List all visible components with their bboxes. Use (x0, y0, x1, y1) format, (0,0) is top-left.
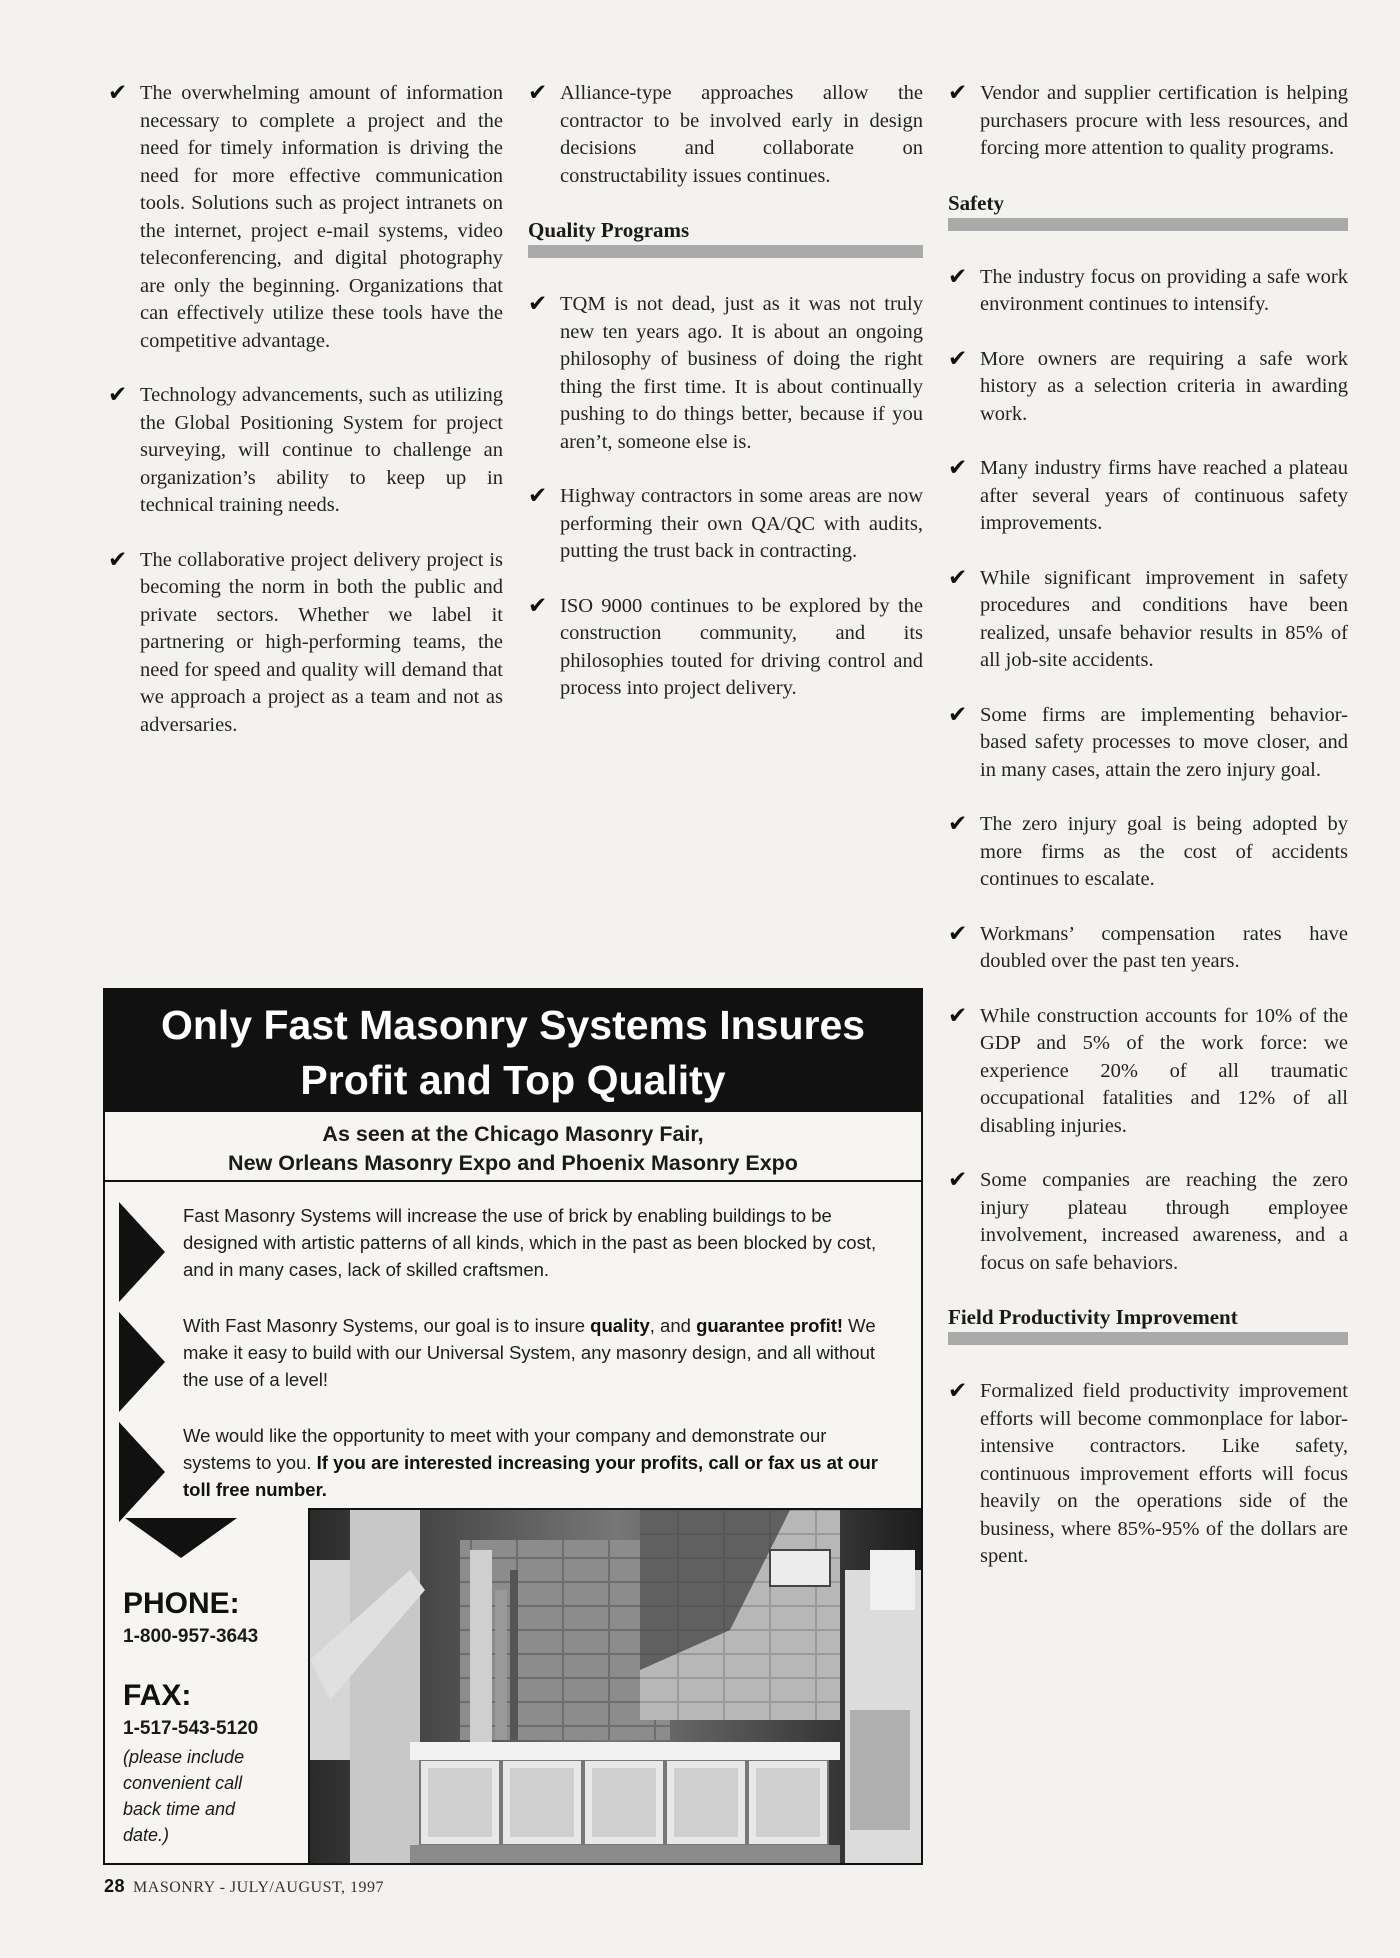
ad-subheadline-line-1: As seen at the Chicago Masonry Fair, (322, 1122, 704, 1146)
checkmark-icon: ✔ (948, 1002, 968, 1029)
section-heading-quality-programs (528, 217, 923, 258)
checkmark-icon: ✔ (948, 345, 968, 372)
ad-paragraph-1: Fast Masonry Systems will increase the use of brick by enabling buildings to be designed with artistic patterns of all kinds, which in the past as been blocked by cost, and in many cases, lack of skilled craftsmen. (105, 1202, 921, 1283)
column-1 (108, 80, 503, 766)
bullet-paragraph: ✔ Alliance-type approaches allow the contractor to be involved early in design decisions and collaborate on constructability issues continues. (528, 80, 923, 187)
masonry-photo (308, 1508, 921, 1863)
section-divider (948, 1332, 1348, 1345)
arrow-right-icon (119, 1312, 165, 1412)
bullet-paragraph: ✔ Formalized field productivity improvement efforts will become commonplace for labor-intensive contractors. Like safety, continuous improvement efforts will focus heavily on the operations side of the business, where 85%-95% of the dollars are spent. (948, 1378, 1348, 1567)
checkmark-icon: ✔ (948, 1167, 968, 1193)
bullet-paragraph: ✔ Workmans’ compensation rates have doubled over the past ten years. (948, 920, 1348, 972)
checkmark-icon: ✔ (948, 263, 968, 290)
checkmark-icon: ✔ (108, 546, 128, 573)
bullet-paragraph: ✔ Some firms are implementing behavior-based safety processes to move closer, and in many cases, attain the zero injury goal. (948, 701, 1348, 781)
masonry-photo-illustration (310, 1510, 921, 1863)
checkmark-icon: ✔ (948, 1378, 968, 1404)
section-heading-field-productivity (948, 1304, 1348, 1345)
bullet-paragraph: ✔ The industry focus on providing a safe work environment continues to intensify. (948, 263, 1348, 315)
bullet-paragraph: ✔ Many industry firms have reached a plateau after several years of continuous safety improvements. (948, 455, 1348, 534)
section-divider (528, 245, 923, 258)
checkmark-icon: ✔ (948, 564, 968, 591)
contact-block (123, 1518, 313, 1848)
ad-headline (105, 990, 921, 1112)
bullet-paragraph: ✔ More owners are requiring a safe work history as a selection criteria in awarding work. (948, 345, 1348, 425)
fax-label: FAX: (123, 1679, 192, 1712)
checkmark-icon: ✔ (948, 455, 968, 481)
checkmark-icon: ✔ (108, 382, 128, 408)
checkmark-icon: ✔ (108, 80, 128, 106)
phone-number: 1-800-957-3643 (123, 1626, 259, 1647)
section-title: Safety (948, 190, 1004, 215)
bullet-paragraph: ✔ Some companies are reaching the zero injury plateau through employee involvement, increased awareness, and a focus on safe behaviors. (948, 1167, 1348, 1274)
checkmark-icon: ✔ (948, 920, 968, 947)
bullet-paragraph: ✔ Technology advancements, such as utilizing the Global Positioning System for project surveying, will continue to challenge an organization’s ability to keep up in technical training needs. (108, 382, 503, 516)
bullet-paragraph: ✔ ISO 9000 continues to be explored by the construction community, and its philosophies touted for driving control and process into project delivery. (528, 592, 923, 699)
page-footer (104, 1876, 384, 1897)
bullet-paragraph: ✔ The overwhelming amount of information necessary to complete a project and the need for timely information is driving the need for more effective communication tools. Solutions such as project intranets on the internet, project e-mail systems, video teleconferencing, and digital photography are only the beginning. Organizations that can effectively utilize these tools have the competitive advantage. (108, 80, 503, 352)
bullet-paragraph: ✔ While significant improvement in safety procedures and conditions have been realized, unsafe behavior results in 85% of all job-site accidents. (948, 564, 1348, 671)
column-2 (528, 80, 923, 730)
bullet-paragraph: ✔ The zero injury goal is being adopted by more firms as the cost of accidents continues to escalate. (948, 811, 1348, 890)
checkmark-icon: ✔ (948, 80, 968, 106)
bullet-paragraph: ✔ The collaborative project delivery project is becoming the norm in both the public and private sectors. Whether we label it partnering or high-performing teams, the need for speed and quality will demand that we approach a project as a team and not as adversaries. (108, 546, 503, 736)
ad-headline-line-1: Only Fast Masonry Systems Insures (160, 1002, 866, 1048)
checkmark-icon: ✔ (528, 80, 548, 106)
section-divider (948, 218, 1348, 231)
arrow-right-icon (119, 1422, 165, 1522)
checkmark-icon: ✔ (528, 592, 548, 619)
section-heading-safety (948, 190, 1348, 231)
ad-subheadline-line-2: New Orleans Masonry Expo and Phoenix Masonry Expo (228, 1151, 798, 1175)
section-title: Field Productivity Improvement (948, 1305, 1238, 1329)
checkmark-icon: ✔ (948, 701, 968, 728)
fax-number: 1-517-543-5120 (123, 1718, 259, 1739)
arrow-right-icon (119, 1202, 165, 1302)
checkmark-icon: ✔ (528, 291, 548, 317)
bullet-paragraph: ✔ Vendor and supplier certification is helping purchasers procure with less resources, and forcing more attention to quality programs. (948, 80, 1348, 159)
ad-headline-line-2: Profit and Top Quality (300, 1057, 726, 1103)
bullet-paragraph: ✔ While construction accounts for 10% of the GDP and 5% of the work force: we experience 20% of all traumatic occupational fatalities and 12% of all disabling injuries. (948, 1002, 1348, 1137)
checkmark-icon: ✔ (528, 483, 548, 509)
phone-label: PHONE: (123, 1587, 240, 1620)
section-title: Quality Programs (528, 218, 690, 242)
bullet-paragraph: ✔ Highway contractors in some areas are now performing their own QA/QC with audits, putting the trust back in contracting. (528, 483, 923, 562)
column-3 (948, 80, 1348, 1598)
page-number: 28 (104, 1876, 126, 1896)
fax-note: (please include convenient call back time and date.) (123, 1747, 245, 1845)
arrow-down-icon (125, 1518, 237, 1558)
ad-paragraph-2: With Fast Masonry Systems, our goal is to insure quality, and guarantee profit! We make it easy to build with our Universal System, any masonry design, and all without the use of a level! (105, 1312, 921, 1393)
advertisement-box (103, 988, 923, 1865)
checkmark-icon: ✔ (948, 811, 968, 837)
publication-info: MASONRY - JULY/AUGUST, 1997 (133, 1879, 385, 1896)
ad-subheadline (105, 1112, 921, 1182)
ad-paragraph-3: We would like the opportunity to meet with your company and demonstrate our systems to you. If you are interested increasing your profits, call or fax us at our toll free number. (105, 1422, 921, 1503)
bullet-paragraph: ✔ TQM is not dead, just as it was not truly new ten years ago. It is about an ongoing philosophy of business of doing the right thing the first time. It is about continually pushing to do things better, because if you aren’t, someone else is. (528, 291, 923, 453)
